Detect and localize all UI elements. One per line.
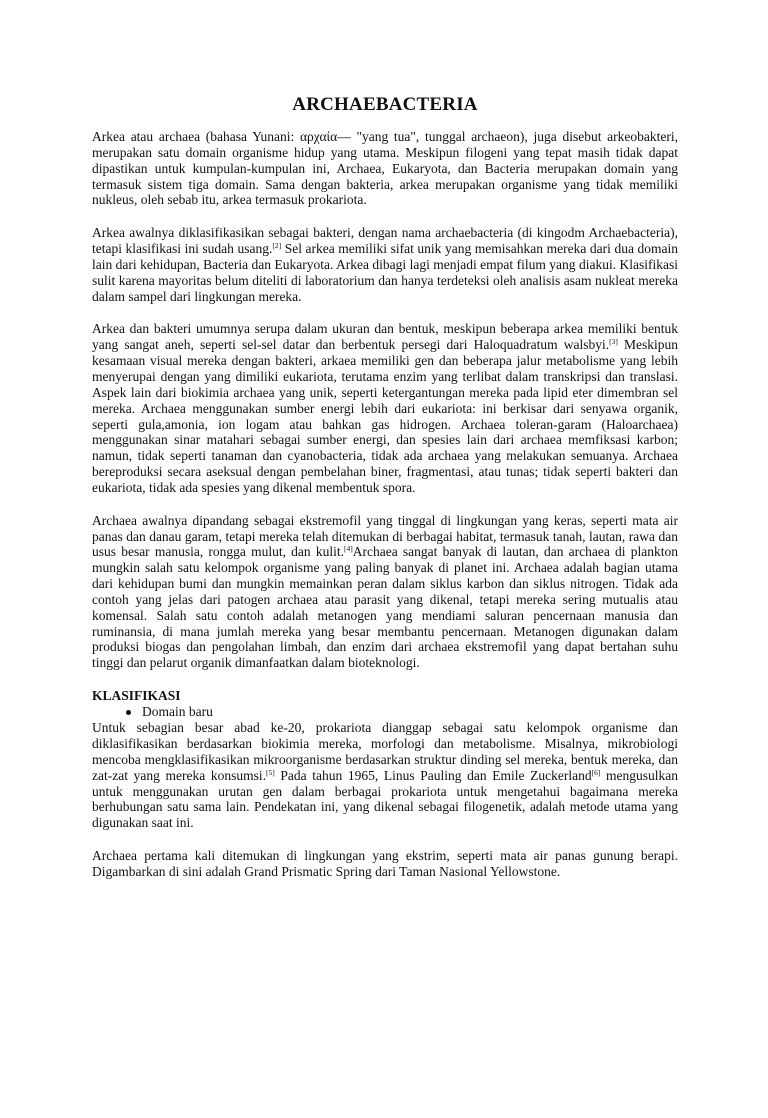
paragraph-text: Sel arkea memiliki sifat unik yang memisahkan mereka dari dua domain lain dari kehidupan, Bacteria dan Eukaryota. Arkea dibagi lagi menjadi empat filum yang diakui. Klasifikasi sulit karena mayoritas belum diteliti di laboratorium dan hanya terdeteksi oleh analisis asam nukleat mereka dalam sampel dari lingkungan mereka.	[92, 241, 679, 304]
paragraph-text: mengusulkan untuk menggunakan urutan gen dalam berbagai prokariota untuk mengetahui bagaimana mereka berhubungan satu sama lain. Pendekatan ini, yang dikenal sebagai filogenetik, adalah metode utama yang digunakan saat ini.	[92, 767, 678, 831]
citation-link[interactable]: [5]	[265, 767, 275, 777]
list-item-label: Domain baru	[142, 704, 213, 720]
paragraph-text: Untuk sebagian besar abad ke-20, prokariota dianggap sebagai satu kelompok organisme dan diklasifikasikan berdasarkan biokimia mereka, morfologi dan metabolisme. Misalnya, mikrobiologi mencoba mengklasifikasikan mikroorganisme berdasarkan struktur dinding sel mereka, bentuk mereka, dan zat-zat yang mereka konsumsi.	[92, 720, 678, 783]
bullet-list	[92, 704, 678, 720]
citation-link[interactable]: [6]	[591, 767, 601, 777]
bullet-icon	[126, 710, 131, 715]
citation-link[interactable]: [2]	[272, 241, 282, 251]
section-heading: KLASIFIKASI	[92, 688, 181, 704]
morphology-paragraph	[92, 321, 678, 495]
citation-link[interactable]: [3]	[609, 337, 618, 347]
page-title: ARCHAEBACTERIA	[292, 94, 478, 115]
paragraph-text: Meskipun kesamaan visual mereka dengan bakteri, arkaea memiliki gen dan beberapa jalur metabolisme yang lebih menyerupai dengan yang dimiliki eukariota, terutama enzim yang terlibat dalam transkripsi dan translasi. Aspek lain dari biokimia archaea yang unik, seperti ketergantungan mereka pada lipid eter dimembran sel mereka. Archaea menggunakan sumber energi lebih dari eukariota: ini berkisar dari senyawa organik, seperti gula,amonia, ion logam atau bahkan gas hidrogen. Archaea toleran-garam (Haloarchaea) menggunakan sinar matahari sebagai sumber energi, dan spesies lain dari archaea memfiksasi karbon; namun, tidak seperti tanaman dan cyanobacteria, tidak ada archaea yang melakukan semuanya. Archaea bereproduksi secara aseksual dengan pembelahan biner, fragmentasi, atau tunas; tidak seperti bakteri dan eukariota, tidak ada spesies yang dikenal membentuk spora.	[92, 337, 678, 495]
paragraph-text: Arkea dan bakteri umumnya serupa dalam ukuran dan bentuk, meskipun beberapa arkea memiliki bentuk yang sangat aneh, seperti sel-sel datar dan berbentuk persegi dari Haloquadratum walsbyi.	[92, 321, 678, 353]
domain-paragraph	[92, 720, 678, 831]
document-page	[0, 94, 768, 1118]
closing-paragraph: Archaea pertama kali ditemukan di lingkungan yang ekstrim, seperti mata air panas gunung berapi. Digambarkan di sini adalah Grand Prismatic Spring dari Taman Nasional Yellowstone.	[92, 848, 678, 879]
citation-link[interactable]: [4]	[343, 544, 353, 554]
list-item	[126, 704, 678, 720]
paragraph-text: Arkea awalnya diklasifikasikan sebagai bakteri, dengan nama archaebacteria (di kingodm Archaebacteria), tetapi klasifikasi ini sudah usang.	[92, 225, 678, 257]
paragraph-text: Arkea atau archaea (bahasa Yunani: αρχαία— "yang tua", tunggal archaeon), juga disebut arkeobakteri, merupakan satu domain organisme hidup yang utama. Meskipun filogeni yang tepat masih tidak dapat dipastikan untuk kumpulan-kumpulan ini, Archaea, Eukaryota, dan Bacteria merupakan domain yang termasuk sistem tiga domain. Sama dengan bakteria, arkea merupakan organisme yang tidak memiliki nukleus, oleh sebab itu, arkea termasuk prokariota.	[92, 129, 678, 208]
paragraph-text: Archaea sangat banyak di lautan, dan archaea di plankton mungkin salah satu kelompok organisme yang paling banyak di planet ini. Archaea adalah bagian utama dari kehidupan bumi dan mungkin memainkan peran dalam siklus karbon dan siklus nitrogen. Tidak ada contoh yang jelas dari patogen archaea atau parasit yang dikenal, tetapi mereka sering mutualis atau komensal. Salah satu contoh adalah metanogen yang mendiami saluran pencernaan manusia dan ruminansia, di mana jumlah mereka yang besar membantu pencernaan. Metanogen digunakan dalam produksi biogas dan pengolahan limbah, dan enzim dari archaea ekstremofil yang dapat bertahan suhu tinggi dan pelarut organik dimanfaatkan dalam bioteknologi.	[92, 544, 678, 671]
paragraph-text: Pada tahun 1965, Linus Pauling dan Emile Zuckerland	[274, 767, 592, 783]
intro-paragraph	[92, 129, 678, 208]
paragraph-text: Archaea awalnya dipandang sebagai ekstremofil yang tinggal di lingkungan yang keras, seperti mata air panas dan danau garam, tetapi mereka telah ditemukan di berbagai habitat, termasuk tanah, lautan, rawa dan usus besar manusia, rongga mulut, dan kulit.	[92, 512, 678, 560]
classification-paragraph	[92, 225, 678, 304]
habitat-paragraph	[92, 513, 678, 671]
